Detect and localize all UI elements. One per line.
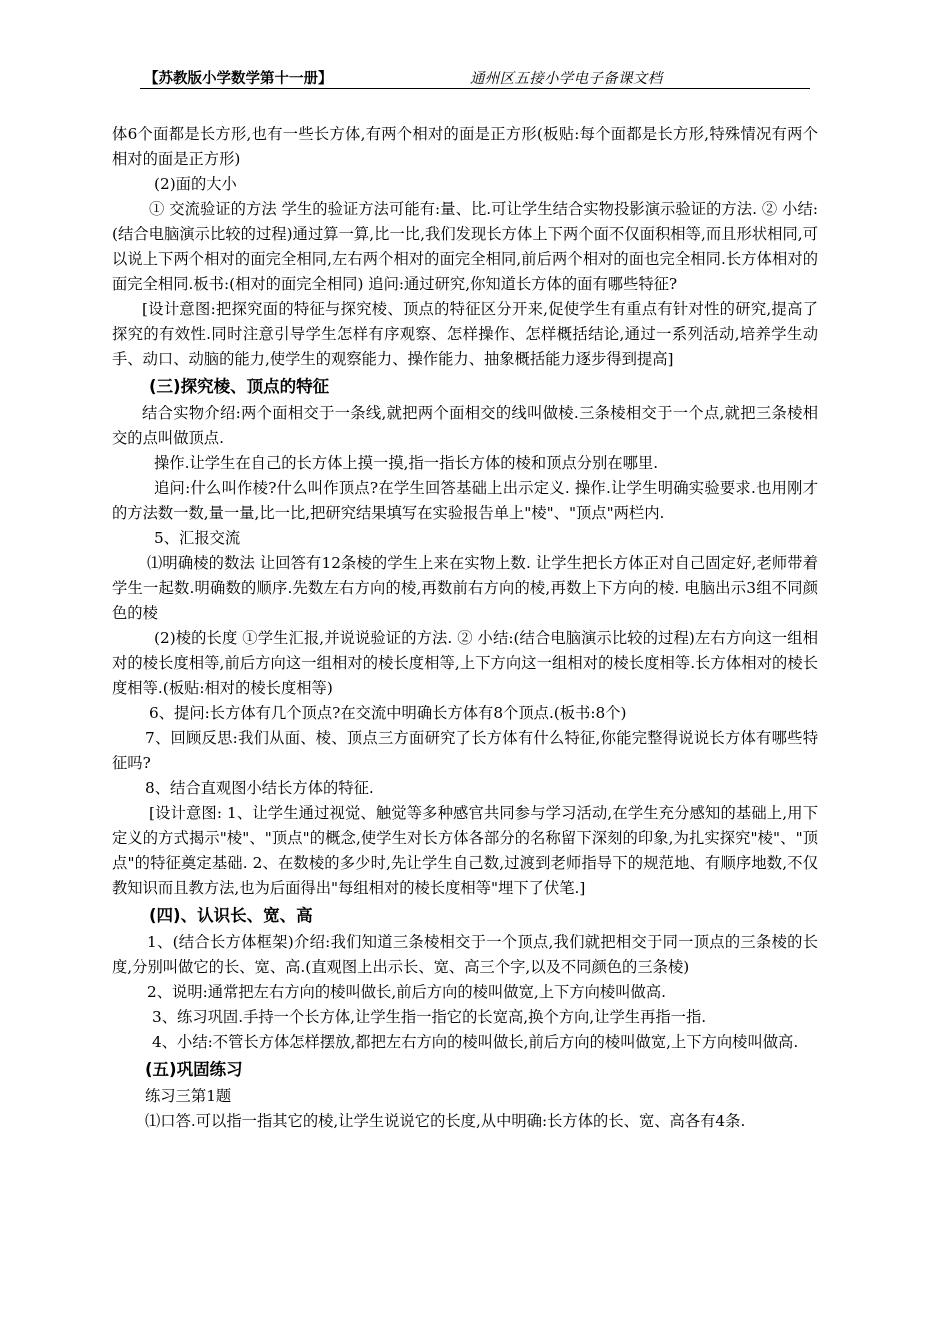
paragraph-edge-vertex-intro: 结合实物介绍:两个面相交于一条线,就把两个面相交的线叫做棱.三条棱相交于一个点,就把三条棱相交的点叫做顶点. <box>112 404 818 447</box>
section-heading-length-width-height: (四)、认识长、宽、高 <box>149 906 313 925</box>
paragraph-face-verification: ① 交流验证的方法 学生的验证方法可能有:量、比.可让学生结合实物投影演示验证的方法. ② 小结:(结合电脑演示比较的过程)通过算一算,比一比,我们发现长方体上下两个面不仅面积相等,而且形状相同,可以说上下两个相对的面完全相同,左右两个相对的面完全相同,前后两个相对的面也完全相同.长方体相对的面完全相同.板书:(相对的面完全相同) 追问:通过研究,你知道长方体的面有哪些特征? <box>112 200 818 293</box>
paragraph-review: 7、回顾反思:我们从面、棱、顶点三方面研究了长方体有什么特征,你能完整得说说长方体有哪些特征吗? <box>112 729 818 772</box>
section-heading-edges-vertices: (三)探究棱、顶点的特征 <box>149 377 330 396</box>
paragraph-vertex-count: 6、提问:长方体有几个顶点?在交流中明确长方体有8个顶点.(板书:8个) <box>149 704 627 722</box>
paragraph-exercise-ref: 练习三第1题 <box>145 1087 232 1105</box>
header-school-title: 通州区五接小学电子备课文档 <box>470 71 663 87</box>
page-header <box>140 66 810 89</box>
header-textbook-title: 【苏教版小学数学第十一册】 <box>144 71 333 87</box>
section-heading-practice: (五)巩固练习 <box>145 1060 243 1079</box>
paragraph-follow-up-question: 追问:什么叫作棱?什么叫作顶点?在学生回答基础上出示定义. 操作.让学生明确实验要求.也用刚才的方法数一数,量一量,比一比,把研究结果填写在实验报告单上"棱"、"顶点"两栏内. <box>112 479 818 522</box>
paragraph-face-size-heading: (2)面的大小 <box>154 175 237 193</box>
paragraph-exercise-answer: ⑴口答.可以指一指其它的棱,让学生说说它的长度,从中明确:长方体的长、宽、高各有4条. <box>145 1112 746 1130</box>
paragraph-face-shape-summary: 体6个面都是长方形,也有一些长方体,有两个相对的面是正方形(板贴:每个面都是长方形,特殊情况有两个相对的面是正方形) <box>112 125 818 168</box>
paragraph-lwh-intro: 1、(结合长方体框架)介绍:我们知道三条棱相交于一个顶点,我们就把相交于同一顶点的三条棱的长度,分别叫做它的长、宽、高.(直观图上出示长、宽、高三个字,以及不同颜色的三条棱) <box>112 933 818 976</box>
paragraph-lwh-explanation: 2、说明:通常把左右方向的棱叫做长,前后方向的棱叫做宽,上下方向棱叫做高. <box>147 983 666 1001</box>
paragraph-lwh-summary: 4、小结:不管长方体怎样摆放,都把左右方向的棱叫做长,前后方向的棱叫做宽,上下方向棱叫做高. <box>152 1033 799 1051</box>
paragraph-lwh-practice: 3、练习巩固.手持一个长方体,让学生指一指它的长宽高,换个方向,让学生再指一指. <box>152 1008 707 1026</box>
document-body <box>112 122 818 1134</box>
paragraph-summary-diagram: 8、结合直观图小结长方体的特征. <box>145 779 374 797</box>
paragraph-design-intent-1: [设计意图:把探究面的特征与探究棱、顶点的特征区分开来,促使学生有重点有针对性的研究,提高了探究的有效性.同时注意引导学生怎样有序观察、怎样操作、怎样概括结论,通过一系列活动,培养学生动手、动口、动脑的能力,使学生的观察能力、操作能力、抽象概括能力逐步得到提高] <box>112 300 818 368</box>
paragraph-touch-operation: 操作.让学生在自己的长方体上摸一摸,指一指长方体的棱和顶点分别在哪里. <box>154 454 659 472</box>
paragraph-edge-length: (2)棱的长度 ①学生汇报,并说说验证的方法. ② 小结:(结合电脑演示比较的过程)左右方向这一组相对的棱长度相等,前后方向这一组相对的棱长度相等,上下方向这一组相对的棱长度相等.长方体相对的棱长度相等.(板贴:相对的棱长度相等) <box>112 629 818 697</box>
paragraph-report-heading: 5、汇报交流 <box>154 529 241 547</box>
paragraph-edge-counting: ⑴明确棱的数法 让回答有12条棱的学生上来在实物上数. 让学生把长方体正对自己固定好,老师带着学生一起数.明确数的顺序.先数左右方向的棱,再数前右方向的棱,再数上下方向的棱. 电脑出示3组不同颜色的棱 <box>112 554 818 622</box>
paragraph-design-intent-2: [设计意图: 1、让学生通过视觉、触觉等多种感官共同参与学习活动,在学生充分感知的基础上,用下定义的方式揭示"棱"、"顶点"的概念,使学生对长方体各部分的名称留下深刻的印象,为扎实探究"棱"、"顶点"的特征奠定基础. 2、在数棱的多少时,先让学生自己数,过渡到老师指导下的规范地、有顺序地数,不仅教知识而且教方法,也为后面得出"每组相对的棱长度相等"埋下了伏笔.] <box>112 804 818 897</box>
